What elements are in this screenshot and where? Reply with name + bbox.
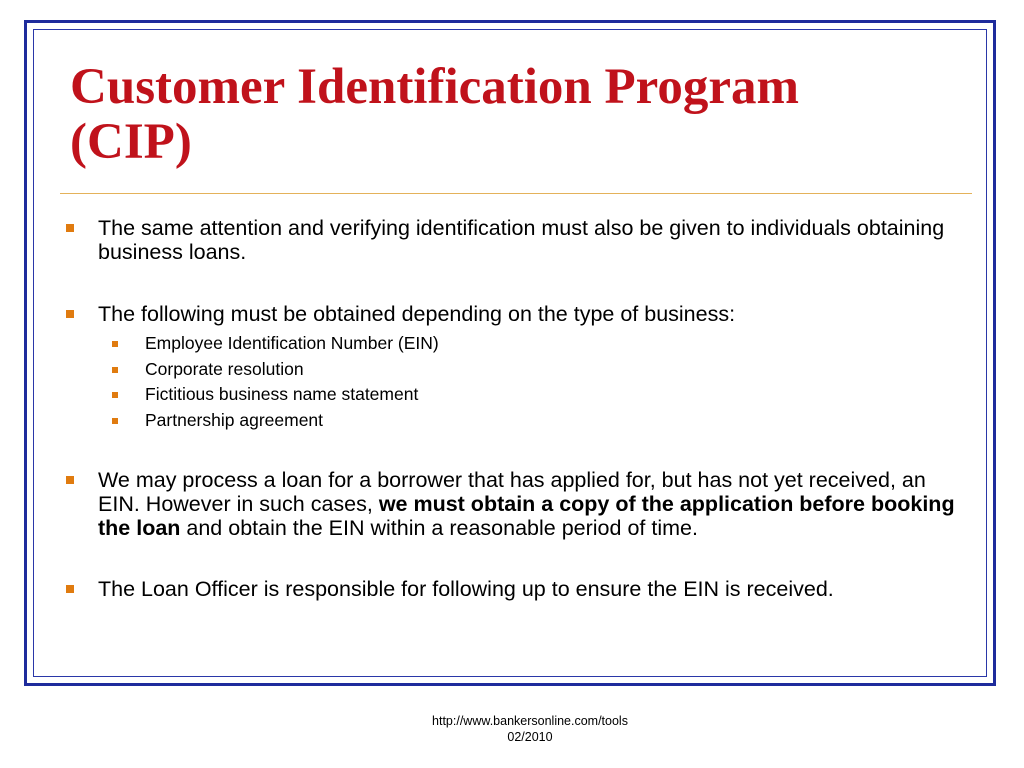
sub-bullet-item xyxy=(98,331,960,357)
square-bullet-icon xyxy=(112,418,118,424)
square-bullet-icon xyxy=(112,392,118,398)
bullet-text: The following must be obtained depending on the type of business: xyxy=(98,302,736,326)
required-documents-list xyxy=(98,331,960,434)
bullet-item-required-documents xyxy=(60,302,960,326)
bullet-item-loan-officer xyxy=(60,577,960,601)
title-line-1: Customer Identification Program xyxy=(70,59,800,115)
sub-bullet-item xyxy=(98,382,960,408)
footer-source-url: http://www.bankersonline.com/tools xyxy=(432,714,628,728)
square-bullet-icon xyxy=(66,224,74,232)
bullet-text: The same attention and verifying identification must also be given to individuals obtaining business loans. xyxy=(98,216,945,264)
title-divider xyxy=(60,193,972,194)
bullet-text-emphasis: we must obtain a copy of the application before booking the loan xyxy=(98,491,955,540)
square-bullet-icon xyxy=(112,367,118,373)
bullet-item-business-loans xyxy=(60,216,960,264)
sub-bullet-text: Partnership agreement xyxy=(145,410,324,431)
bullet-item-ein-application xyxy=(60,468,960,540)
slide-title xyxy=(70,60,970,170)
bullet-text-part-2: and obtain the EIN within a reasonable period of time. xyxy=(180,515,698,540)
title-line-2: (CIP) xyxy=(70,114,192,170)
bullet-text: The Loan Officer is responsible for following up to ensure the EIN is received. xyxy=(98,576,834,601)
sub-bullet-text: Fictitious business name statement xyxy=(145,384,419,405)
square-bullet-icon xyxy=(66,310,74,318)
sub-bullet-text: Corporate resolution xyxy=(145,358,304,379)
sub-bullet-item xyxy=(98,357,960,383)
bullet-list xyxy=(60,216,960,601)
square-bullet-icon xyxy=(66,476,74,484)
sub-bullet-text: Employee Identification Number (EIN) xyxy=(145,333,439,353)
footer-date: 02/2010 xyxy=(507,730,553,744)
slide-footer xyxy=(380,713,680,745)
square-bullet-icon xyxy=(66,585,74,593)
sub-bullet-item xyxy=(98,408,960,434)
square-bullet-icon xyxy=(112,341,118,347)
bullet-text-part-1: We may process a loan for a borrower that has applied for, but has not yet received, an EIN. However in such cases, xyxy=(98,467,926,516)
